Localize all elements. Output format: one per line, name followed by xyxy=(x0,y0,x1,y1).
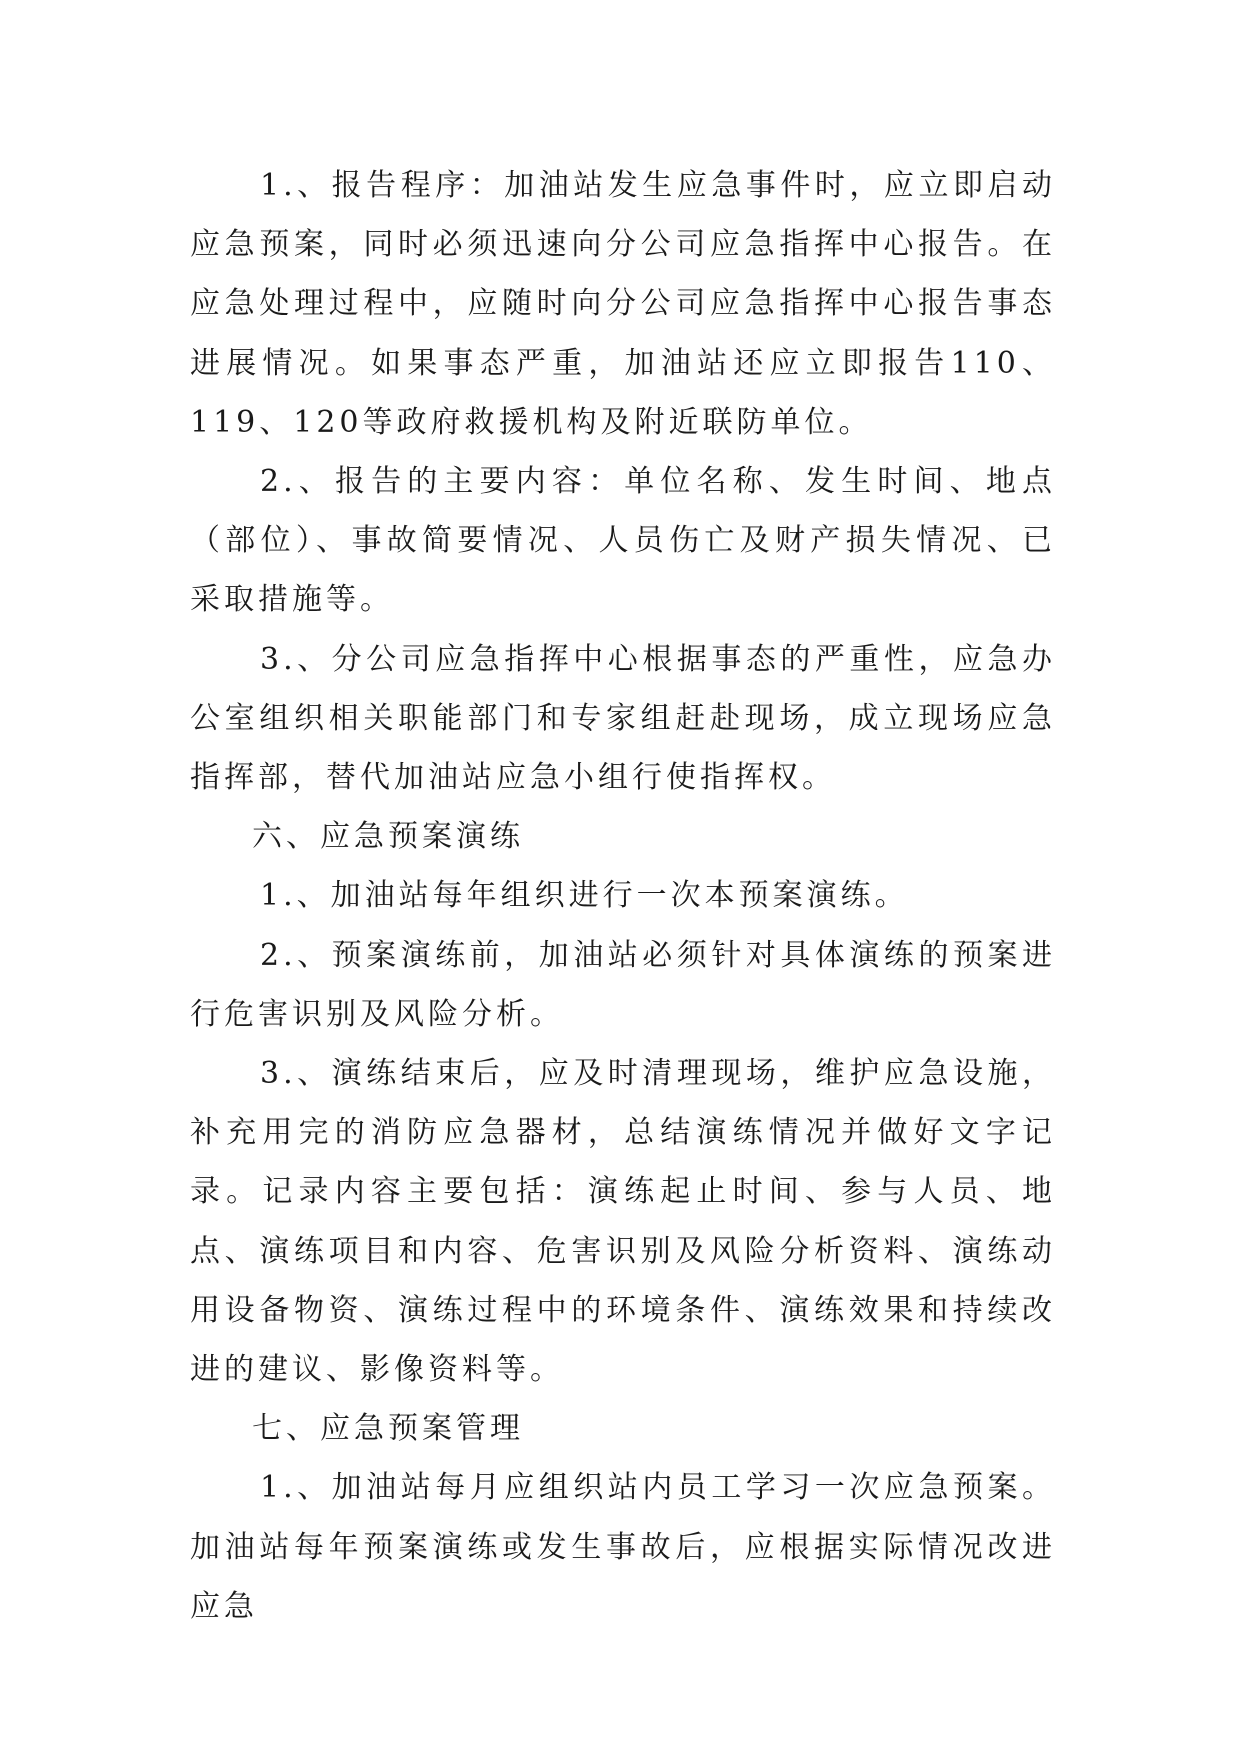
section-heading-drill: 六、应急预案演练 xyxy=(252,819,524,855)
paragraph-drill-yearly: 1.、加油站每年组织进行一次本预案演练。 xyxy=(260,878,909,914)
paragraph-management-study: 1.、加油站每月应组织站内员工学习一次应急预案。加油站每年预案演练或发生事故后，应根据实际情况改进应急 xyxy=(190,1470,1056,1624)
section-heading-management: 七、应急预案管理 xyxy=(252,1411,524,1447)
paragraph-command-center: 3.、分公司应急指挥中心根据事态的严重性，应急办公室组织相关职能部门和专家组赶赴现场，成立现场应急指挥部，替代加油站应急小组行使指挥权。 xyxy=(190,641,1056,796)
paragraph-drill-after: 3.、演练结束后，应及时清理现场，维护应急设施，补充用完的消防应急器材，总结演练情况并做好文字记录。记录内容主要包括：演练起止时间、参与人员、地点、演练项目和内容、危害识别及风险分析资料、演练动用设备物资、演练过程中的环境条件、演练效果和持续改进的建议、影像资料等。 xyxy=(190,1056,1056,1388)
document-body xyxy=(190,156,1056,1636)
paragraph-drill-before: 2.、预案演练前，加油站必须针对具体演练的预案进行危害识别及风险分析。 xyxy=(190,937,1056,1032)
paragraph-report-content: 2.、报告的主要内容：单位名称、发生时间、地点（部位）、事故简要情况、人员伤亡及财产损失情况、已采取措施等。 xyxy=(190,464,1056,618)
paragraph-report-procedure: 1.、报告程序：加油站发生应急事件时，应立即启动应急预案，同时必须迅速向分公司应急指挥中心报告。在应急处理过程中，应随时向分公司应急指挥中心报告事态进展情况。如果事态严重，加油站还应立即报告110、119、120等政府救援机构及附近联防单位。 xyxy=(190,168,1056,440)
